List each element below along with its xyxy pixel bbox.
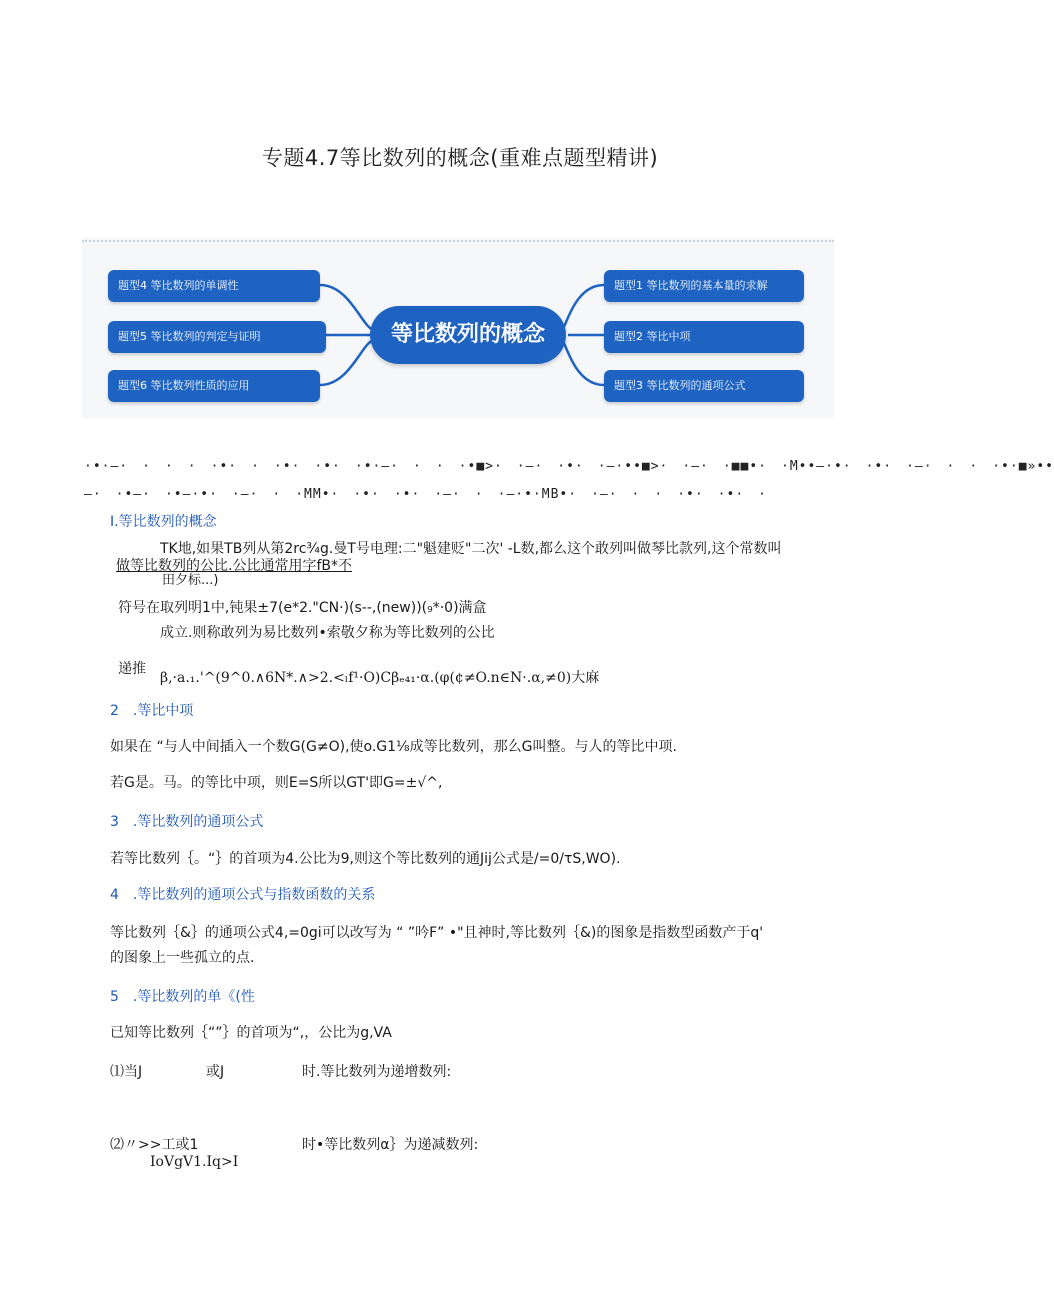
section-1-para-2a: 符号在取列明1中,钝果±7(e*2."CN·)(s--,(new))(₉*·0)满盒 xyxy=(118,600,487,616)
node-type-3: 题型3 等比数列的通项公式 xyxy=(604,370,804,402)
section-5-heading: 5 .等比数列的单《(性 xyxy=(110,989,255,1005)
connector-right-1 xyxy=(562,285,604,330)
node-type-5: 题型5 等比数列的判定与证明 xyxy=(108,321,326,353)
recursion-formula: β,·a.₁.'^(9^0.∧6N*.∧>2.<ₗf¹·O)Cβₑ₄₁·α.(φ(¢≠O.n∈N·.α,≠0)大麻 xyxy=(160,670,600,686)
section-1-para-1c: 田夕标...) xyxy=(162,573,219,588)
section-4-heading: 4 .等比数列的通项公式与指数函数的关系 xyxy=(110,887,376,903)
node-type-2: 题型2 等比中项 xyxy=(604,321,804,353)
connector-right-3 xyxy=(562,340,604,385)
section-1-para-2b: 成立.则称敢列为易比数列•索敬夕称为等比数列的公比 xyxy=(160,625,495,641)
center-node: 等比数列的概念 xyxy=(370,306,566,364)
case-1-tail: 时.等比数列为递增数列: xyxy=(302,1064,452,1080)
section-3-heading: 3 .等比数列的通项公式 xyxy=(110,814,264,830)
section-1-para-1a: TK地,如果TB列从第2rc¾g.曼T号电理:二"魁建贬"二次' -L数,都么这个敢列叫做琴比款列,这个常数叫 xyxy=(160,541,782,557)
section-2-para-1: 如果在 “与人中间插入一个数G(G≠O),使o.G1⅛成等比数列，那么G叫整。与人的等比中项. xyxy=(110,739,677,755)
case-1-label: ⑴当J xyxy=(110,1064,143,1080)
recursion-label: 递推 xyxy=(118,661,146,677)
section-1-para-1b: 做等比数列的公比.公比通常用字fB*不 xyxy=(116,558,352,574)
case-2-tail: 时•等比数列α｝为递减数列: xyxy=(302,1137,479,1153)
section-3-para-1: 若等比数列｛。“｝的首项为4.公比为9,则这个等比数列的通Jij公式是/=0/τS,WO). xyxy=(110,851,621,867)
section-5-para-1: 已知等比数列｛“”｝的首项为“,，公比为g,VA xyxy=(110,1025,392,1041)
node-type-1: 题型1 等比数列的基本量的求解 xyxy=(604,270,804,302)
section-4-para-1: 等比数列｛&｝的通项公式4,=0gi可以改写为 “ ”吟F” •"且神时,等比数列｛&)的图象是指数型函数产于q' xyxy=(110,925,764,941)
node-type-6: 题型6 等比数列性质的应用 xyxy=(108,370,320,402)
page-title: 专题4.7等比数列的概念(重难点题型精讲) xyxy=(261,146,659,170)
section-2-heading: 2 .等比中项 xyxy=(110,703,194,719)
section-4-para-2: 的图象上一些孤立的点. xyxy=(110,950,255,966)
node-type-4: 题型4 等比数列的单调性 xyxy=(108,270,320,302)
section-2-para-2: 若G是。马。的等比中项，则E=S所以GT'即G=±√^, xyxy=(110,775,443,791)
connector-left-1 xyxy=(320,285,374,330)
garbled-line-2: —· ·•—· ·•—·•· ·—· · ·MM•· ·•· ·•· ·—· · ·—·•·MB•· ·—· · · ·•· ·•· · xyxy=(84,487,767,502)
mind-map xyxy=(82,238,834,418)
section-1-heading: I.等比数列的概念 xyxy=(110,514,217,530)
case-1-or: 或J xyxy=(206,1064,225,1080)
case-2-sub: IoVgV1.Iq>I xyxy=(150,1154,239,1170)
garbled-line-1: ·•·—· · · · ·•· · ·•· ·•· ·•·—· · · ·•■>· ·—· ·•· ·—·••■>· ·—· ·■■•· ·M••—·•· ·•· ·—· · · ·•·■»•• xyxy=(84,459,1054,474)
connector-left-3 xyxy=(320,340,374,385)
case-2-label: ⑵〃>>工或1 xyxy=(110,1137,199,1153)
